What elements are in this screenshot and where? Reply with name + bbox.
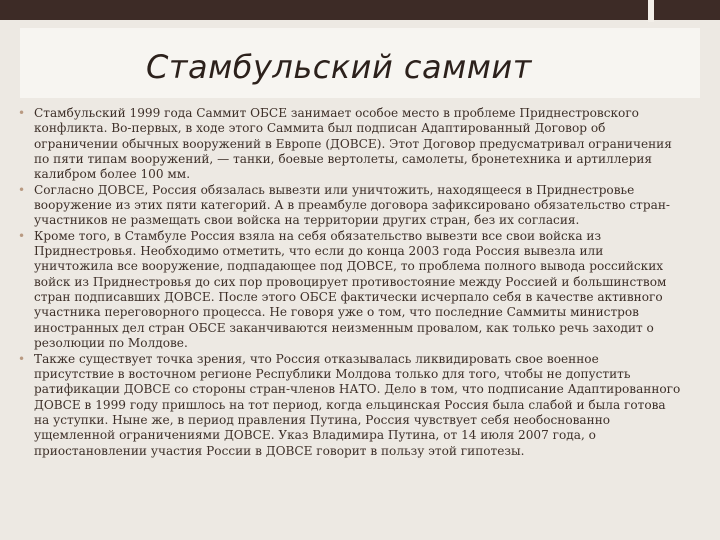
bullet-item-3 xyxy=(18,229,682,352)
bullet-text-1: Стамбульский 1999 года Саммит ОБСЕ занимает особое место в проблеме Приднестровского конфликта. Во-первых, в ходе этого Саммита был подписан Адаптированный Договор об ограничении обычных вооружений в Европе (ДОВСЕ). Этот Договор предусматривал ограничения по пяти типам вооружений, — танки, боевые вертолеты, самолеты, бронетехника и артиллерия калибром более 100 мм. xyxy=(34,106,672,182)
bullet-item-1 xyxy=(18,106,682,183)
bullet-text-3: Кроме того, в Стамбуле Россия взяла на себя обязательство вывезти все свои войска из Приднестровья. Необходимо отметить, что если до конца 2003 года Россия вывезла или уничтожила все вооружение, подпадающее под ДОВСЕ, то проблема полного вывода российских войск из Приднестровья до сих пор провоцирует противостояние между Россией и большинством стран подписавших ДОВСЕ. После этого ОБСЕ фактически исчерпало себя в качестве активного участника переговорного процесса. Не говоря уже о том, что последние Саммиты министров иностранных дел стран ОБСЕ заканчиваются неизменным провалом, как только речь заходит о резолюции по Молдове. xyxy=(34,228,667,351)
top-decorative-bar xyxy=(0,0,720,20)
bullet-icon: • xyxy=(18,228,26,243)
slide-title: Стамбульский саммит xyxy=(146,48,532,86)
bullet-item-2 xyxy=(18,183,682,229)
bullet-text-4: Также существует точка зрения, что Россия отказывалась ликвидировать свое военное присутствие в восточном регионе Республики Молдова только для того, чтобы не допустить ратификации ДОВСЕ со стороны стран-членов НАТО. Дело в том, что подписание Адаптированного ДОВСЕ в 1999 году пришлось на тот период, когда ельцинская Россия была слабой и была готова на уступки. Ныне же, в период правления Путина, Россия чувствует себя необоснованно ущемленной ограничениями ДОВСЕ. Указ Владимира Путина, от 14 июля 2007 года, о приостановлении участия России в ДОВСЕ говорит в пользу этой гипотезы. xyxy=(34,351,681,458)
bullet-text-2: Согласно ДОВСЕ, Россия обязалась вывезти или уничтожить, находящееся в Приднестровье вооружение из этих пяти категорий. А в преамбуле договора зафиксировано обязательство стран-участников не размещать свои войска на территории других стран, без их согласия. xyxy=(34,182,670,228)
bullet-icon: • xyxy=(18,182,26,197)
bullet-icon: • xyxy=(18,351,26,366)
top-accent-block xyxy=(654,0,720,20)
bullet-icon: • xyxy=(18,106,26,120)
bullet-list xyxy=(18,106,682,459)
bullet-item-4 xyxy=(18,352,682,459)
